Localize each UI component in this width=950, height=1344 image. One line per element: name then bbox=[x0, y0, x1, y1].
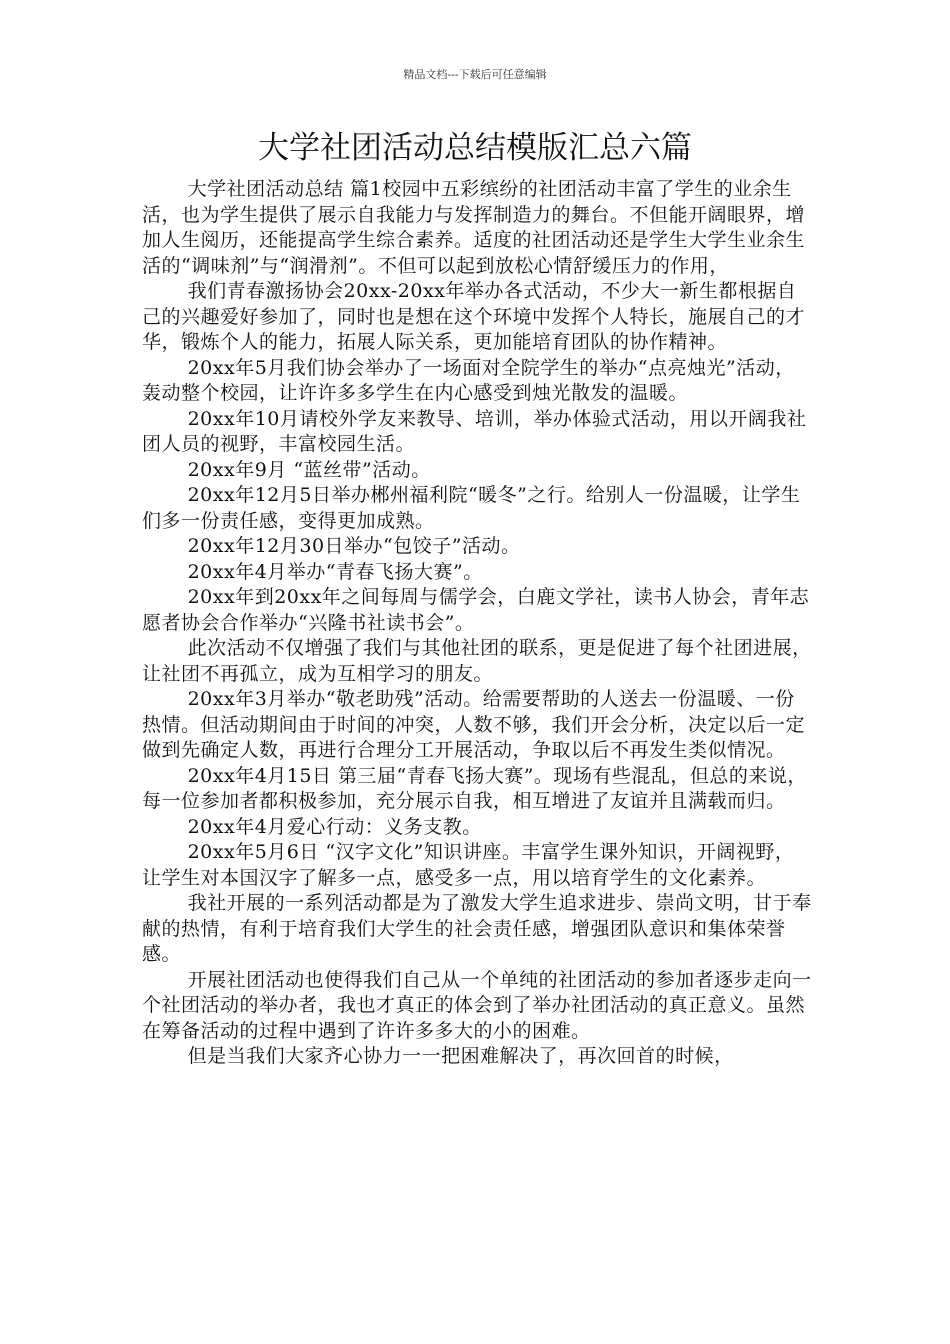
document-title: 大学社团活动总结模版汇总六篇 bbox=[258, 130, 692, 166]
paragraph: 20xx年4月15日 第三届“青春飞扬大赛”。现场有些混乱，但总的来说，每一位参加者都积极参加，充分展示自我，相互增进了友谊并且满载而归。 bbox=[142, 764, 807, 812]
paragraph: 开展社团活动也使得我们自己从一个单纯的社团活动的参加者逐步走向一个社团活动的举办者，我也才真正的体会到了举办社团活动的真正意义。虽然在筹备活动的过程中遇到了许许多多大的小的困难。 bbox=[142, 968, 812, 1042]
paragraph: 20xx年5月我们协会举办了一场面对全院学生的举办“点亮烛光”活动，轰动整个校园，让许许多多学生在内心感受到烛光散发的温暖。 bbox=[142, 356, 795, 404]
paragraph: 此次活动不仅增强了我们与其他社团的联系，更是促进了每个社团进展，让社团不再孤立，成为互相学习的朋友。 bbox=[142, 637, 812, 685]
paragraph: 20xx年5月6日 “汉字文化”知识讲座。丰富学生课外知识，开阔视野，让学生对本国汉字了解多一点，感受多一点，用以培育学生的文化素养。 bbox=[142, 841, 795, 889]
paragraph: 20xx年4月爱心行动：义务支教。 bbox=[187, 815, 482, 838]
paragraph: 大学社团活动总结 篇1校园中五彩缤纷的社团活动丰富了学生的业余生活，也为学生提供了展示自我能力与发挥制造力的舞台。不但能开阔眼界，增加人生阅历，还能提高学生综合素养。适度的社团活动还是学生大学生业余生活的“调味剂”与“润滑剂”。不但可以起到放松心情舒缓压力的作用， bbox=[142, 178, 806, 277]
paragraph: 20xx年3月举办“敬老助残”活动。给需要帮助的人送去一份温暖、一份热情。但活动期间由于时间的冲突，人数不够，我们开会分析，决定以后一定做到先确定人数，再进行合理分工开展活动，争取以后不再发生类似情况。 bbox=[142, 688, 806, 761]
paragraph: 20xx年9月 “蓝丝带”活动。 bbox=[187, 458, 431, 481]
paragraph: 20xx年4月举办“青春飞扬大赛”。 bbox=[187, 560, 483, 583]
paragraph: 我们青春激扬协会20xx-20xx年举办各式活动，不少大一新生都根据自己的兴趣爱好参加了，同时也是想在这个环境中发挥个人特长，施展自己的才华，锻炼个人的能力，拓展人际关系，更加能培育团队的协作精神。 bbox=[142, 280, 806, 353]
paragraph: 20xx年12月5日举办郴州福利院“暖冬”之行。给别人一份温暖，让学生们多一份责任感，变得更加成熟。 bbox=[142, 484, 801, 532]
header-note: 精品文档---下载后可任意编辑 bbox=[403, 68, 547, 81]
paragraph: 但是当我们大家齐心协力一一把困难解决了，再次回首的时候， bbox=[187, 1045, 734, 1067]
paragraph: 20xx年到20xx年之间每周与儒学会，白鹿文学社，读书人协会，青年志愿者协会合作举办“兴隆书社读书会”。 bbox=[142, 586, 810, 634]
paragraph: 20xx年12月30日举办“包饺子”活动。 bbox=[187, 535, 521, 557]
paragraph: 我社开展的一系列活动都是为了激发大学生追求进步、崇尚文明，甘于奉献的热情，有利于培育我们大学生的社会责任感，增强团队意识和集体荣誉感。 bbox=[142, 892, 812, 965]
document-body bbox=[142, 177, 812, 1070]
paragraph: 20xx年10月请校外学友来教导、培训，举办体验式活动，用以开阔我社团人员的视野，丰富校园生活。 bbox=[142, 407, 807, 455]
